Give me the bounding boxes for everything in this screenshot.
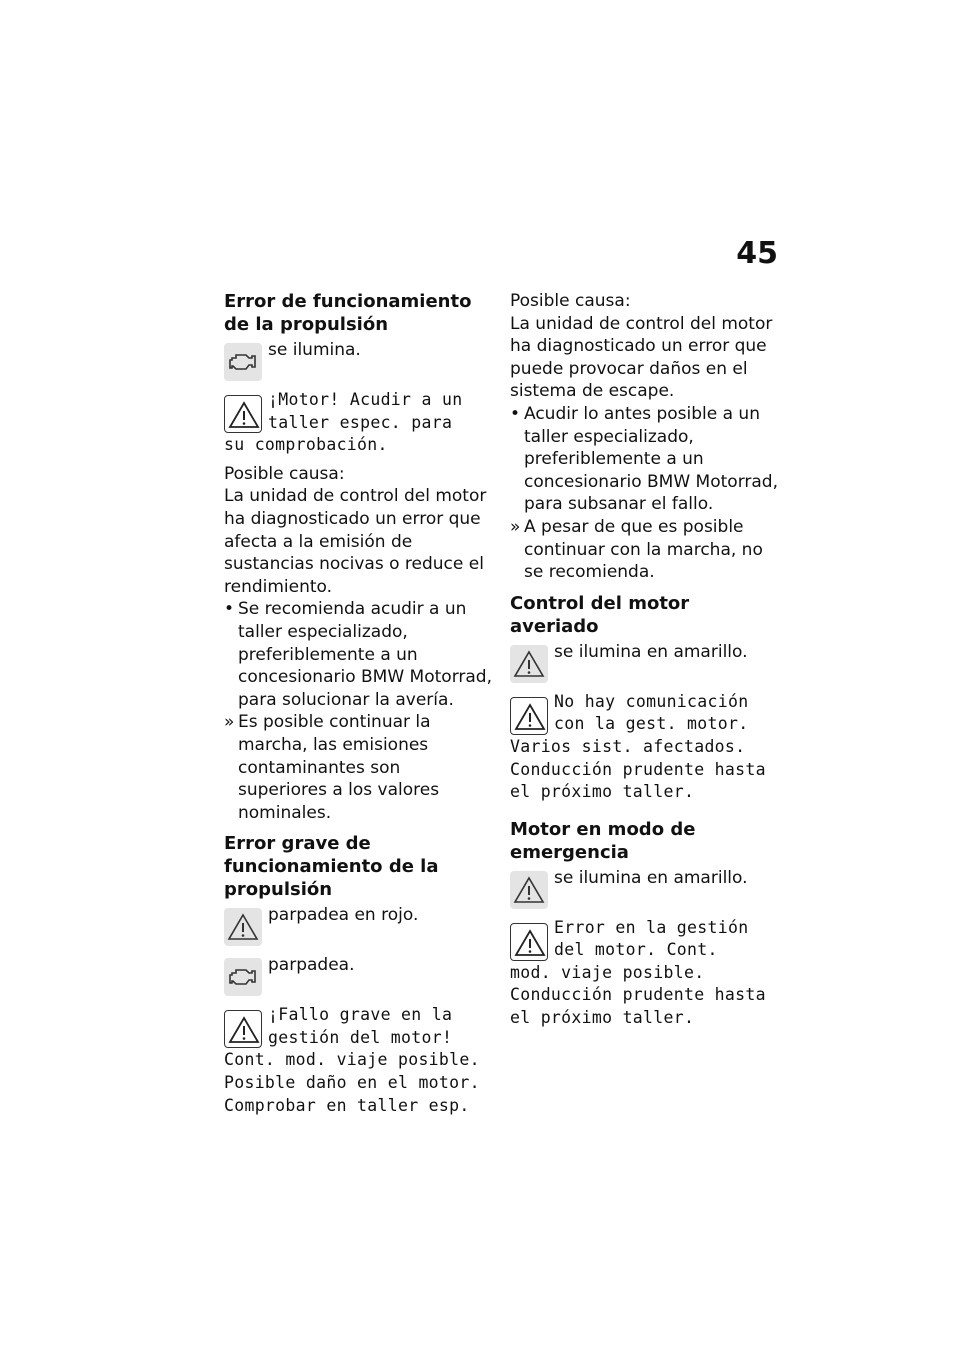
warning-triangle-icon [510, 697, 548, 735]
warning-triangle-icon [510, 645, 548, 683]
display-message-2-first: ¡Fallo grave en la gestión del motor! [268, 1005, 453, 1047]
warning-indicator-line-3 [510, 641, 778, 685]
cause-text-right: La unidad de control del motor ha diagnosticado un error que puede provocar daños en el sistema de escape. [510, 313, 773, 402]
display-message-4 [510, 917, 778, 1030]
display-message-4-rest: mod. viaje posible. Conducción prudente hasta el próximo taller. [510, 962, 766, 1028]
result-item-right [510, 516, 778, 584]
display-message-4-first: Error en la gestión del motor. Cont. [554, 917, 749, 960]
page-number: 45 [736, 236, 778, 271]
result-text: Es posible continuar la marcha, las emisiones contaminantes son superiores a los valores nominales. [238, 712, 440, 823]
engine-indicator-text: se ilumina. [268, 340, 361, 360]
warning-triangle-icon [510, 923, 548, 961]
result-item [224, 711, 492, 824]
recommendation-bullet [224, 598, 492, 711]
warning-indicator-text-3: se ilumina en amarillo. [554, 641, 748, 662]
display-message-1 [224, 389, 492, 457]
engine-indicator-line [224, 339, 492, 383]
result-text-right: A pesar de que es posible continuar con la marcha, no se recomienda. [524, 516, 763, 583]
warning-indicator-text-4: se ilumina en amarillo. [554, 867, 748, 888]
engine-indicator-line-2 [224, 954, 492, 998]
display-message-3 [510, 691, 778, 804]
cause-label-right: Posible causa: [510, 291, 631, 311]
display-message-3-rest: Varios sist. afectados. Conducción prudente hasta el próximo taller. [510, 736, 766, 802]
cause-text: La unidad de control del motor ha diagnosticado un error que afecta a la emisión de sustancias nocivas o reduce el rendimiento. [224, 486, 487, 597]
left-column [224, 290, 492, 1123]
engine-check-icon [224, 958, 262, 996]
result-mark: » [224, 712, 235, 733]
display-message-1-first: ¡Motor! Acudir a un taller espec. para [268, 390, 463, 432]
display-message-1-rest: su comprobación. [224, 435, 388, 455]
display-message-3-first: No hay comunicación con la gest. motor. [554, 691, 749, 734]
heading-propulsion-error: Error de funcionamiento de la propulsión [224, 291, 472, 335]
result-mark: » [510, 516, 521, 537]
warning-indicator-line-4 [510, 867, 778, 911]
cause-label: Posible causa: [224, 463, 345, 484]
warning-indicator-line [224, 904, 492, 948]
recommendation-bullet-right [510, 403, 778, 516]
display-message-2-rest: Cont. mod. viaje posible. Posible daño en el motor. Comprobar en taller esp. [224, 1050, 480, 1115]
heading-engine-control-faulty: Control del motor averiado [510, 592, 690, 637]
recommendation-text-right: Acudir lo antes posible a un taller especializado, preferiblemente a un concesionario BMW Motorrad, para subsanar el fallo. [524, 403, 778, 515]
warning-triangle-icon [224, 908, 262, 946]
right-column [510, 290, 778, 1036]
bullet-mark: • [224, 599, 235, 620]
warning-triangle-icon [510, 871, 548, 909]
bullet-mark: • [510, 403, 521, 424]
engine-indicator-text-2: parpadea. [268, 955, 355, 976]
warning-triangle-icon [224, 1010, 262, 1048]
engine-check-icon [224, 343, 262, 381]
display-message-2 [224, 1004, 492, 1117]
heading-engine-emergency-mode: Motor en modo de emergencia [510, 818, 696, 863]
heading-severe-propulsion-error: Error grave de funcionamiento de la propulsión [224, 833, 439, 901]
recommendation-text: Se recomienda acudir a un taller especializado, preferiblemente a un concesionario BMW Motorrad, para solucionar la avería. [238, 599, 492, 710]
warning-indicator-text: parpadea en rojo. [268, 905, 419, 926]
warning-triangle-icon [224, 395, 262, 433]
